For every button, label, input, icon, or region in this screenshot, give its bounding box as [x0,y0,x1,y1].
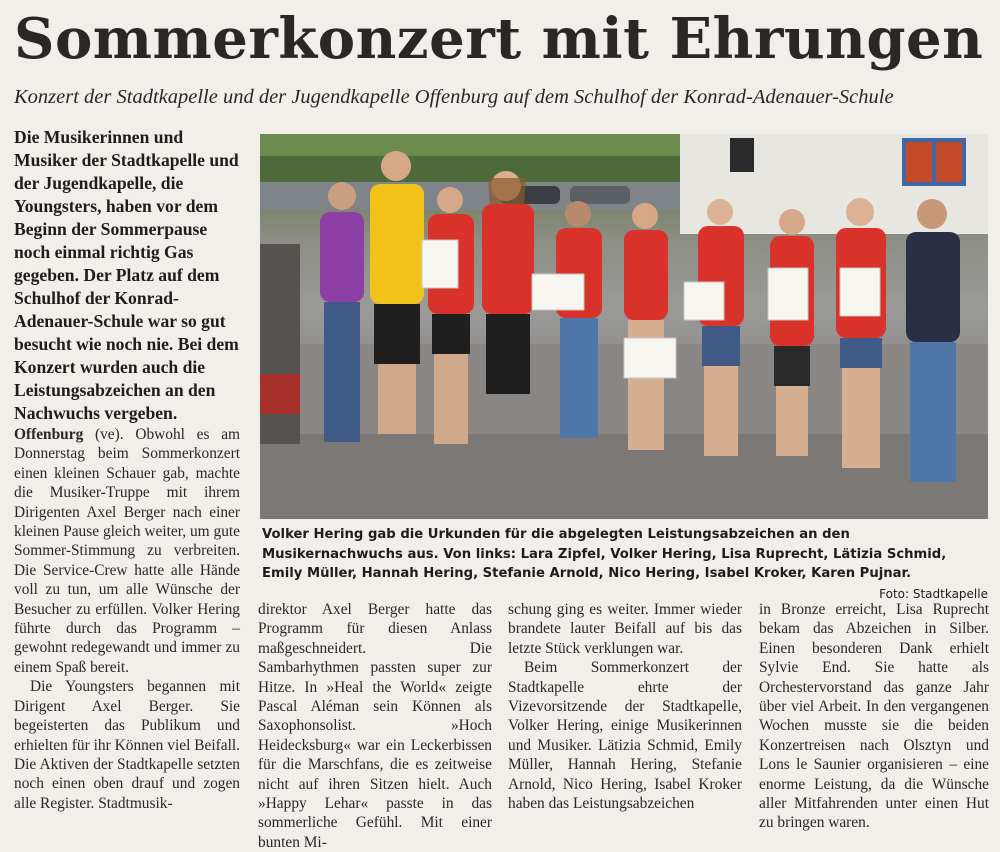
photo-credit: Foto: Stadtkapelle [879,586,988,601]
lead-paragraph: Die Musikerinnen und Musiker der Stadtkapelle und der Jugendkapelle, die Youngsters, haben vor dem Beginn der Sommerpause noch einmal richtig Gas gegeben. Der Platz auf dem Schulhof der Konrad-Adenauer-Schule war so gut besucht wie noch nie. Bei dem Konzert wurden auch die Leistungsabzeichen an den Nachwuchs vergeben. [14,127,239,423]
column-3-paragraph-2: Beim Sommerkonzert der Stadtkapelle ehrte der Vizevorsitzende der Stadtkapelle, Volker Hering, einige Musikerinnen und Musiker. Lätizia Schmid, Emily Müller, Hannah Hering, Stefanie Arnold, Nico Hering, Isabel Kroker haben das Leistungsabzeichen [508,659,742,813]
column-2-text: direktor Axel Berger hatte das Programm für diesen Anlass maßgeschneidert. Die Sambarhythmen passten super zur Hitze. In »Heal the World« zeigte Pascal Aléman sein Können als Saxophonsolist. »Hoch Heidecksburg« war ein Leckerbissen für die Marschfans, die es zeitweise nicht auf ihren Sitzen hielt. Auch »Happy Lehar« passte in das sommerliche Gefühl. Mit einer bunten Mi- [258,601,492,851]
paragraph-2: Die Youngsters begannen mit Dirigent Axel Berger. Sie begeisterten das Publikum und erhielten für ihr Können viel Beifall. Die Aktiven der Stadtkapelle setzten noch einen oben drauf und zogen alle Register. Stadtmusik- [14,678,240,812]
paragraph-1 [14,425,240,677]
paragraph-1-text: (ve). Obwohl es am Donnerstag beim Sommerkonzert einen kleinen Schauer gab, machte die Musiker-Truppe mit ihrem Dirigenten Axel Berger nach einer kleinen Pause gleich weiter, um gute Sommer-Stimmung zu verbreiten. Die Service-Crew hatte alle Hände voll zu tun, um alle Wünsche der Besucher zu erfüllen. Volker Hering führte durch das Programm – gewohnt redegewandt und immer zu einem Spaß bereit. [14,426,240,676]
dateline: Offenburg [14,426,84,443]
photo-caption-text: Volker Hering gab die Urkunden für die abgelegten Leistungsabzeichen an den Musikernachwuchs aus. Von links: Lara Zipfel, Volker Hering, Lisa Ruprecht, Lätizia Schmid, Emily Müller, Hannah Hering, Stefanie Arnold, Nico Hering, Isabel Kroker, Karen Pujnar. [262,527,947,582]
article-column-2 [258,600,492,852]
group-photo [260,134,988,519]
column-3-paragraph-1: schung ging es weiter. Immer wieder brandete lauter Beifall auf bis das letzte Stück verklungen war. [508,601,742,657]
article-column-3 [508,600,742,813]
article-column-4 [759,600,989,833]
photo-caption [262,525,988,604]
subtitle: Konzert der Stadtkapelle und der Jugendkapelle Offenburg auf dem Schulhof der Konrad-Adenauer-Schule [14,86,894,108]
group-photo-illustration [260,134,988,519]
article-column-1 [14,425,240,813]
headline: Sommerkonzert mit Ehrungen [14,6,984,72]
column-4-text: in Bronze erreicht, Lisa Ruprecht bekam das Abzeichen in Silber. Einen besonderen Dank erhielt Sylvie End. Sie hatte als Orchestervorstand das ganze Jahr über viel Arbeit. In den vergangenen Wochen musste sie die beiden Konzertreisen nach Olsztyn und Lons le Saunier organisieren – eine enorme Leistung, da die Wünsche aller Mitfahrenden unter einen Hut zu bringen waren. [759,601,989,832]
